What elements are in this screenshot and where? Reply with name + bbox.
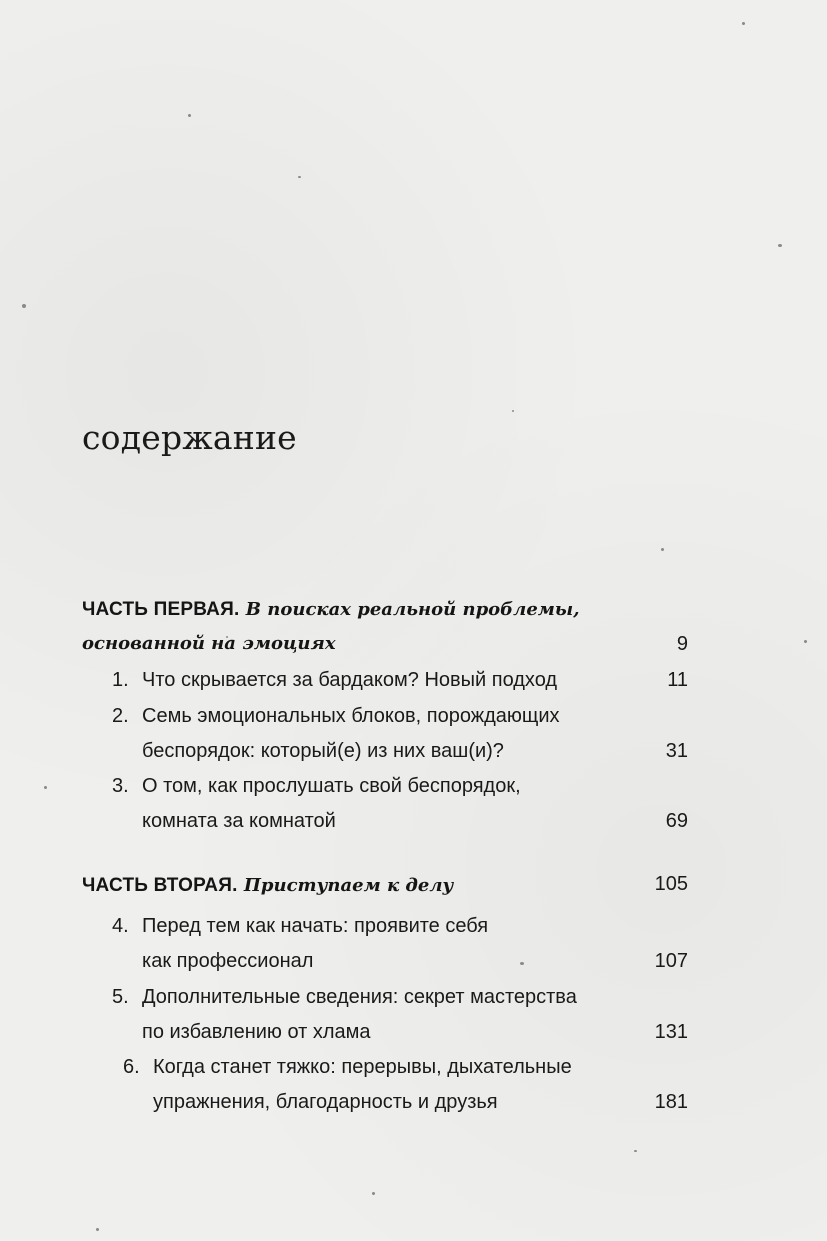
chapter-4-title-line2: как профессионал xyxy=(142,950,314,972)
chapter-2-title-line2: беспорядок: который(е) из них ваш(и)? xyxy=(142,740,504,762)
paper-speck xyxy=(44,786,47,789)
chapter-5-page: 131 xyxy=(654,1021,688,1043)
paper-speck xyxy=(298,176,301,178)
part-one-page: 9 xyxy=(676,633,688,655)
paper-speck xyxy=(804,640,807,643)
chapter-3-number: 3. xyxy=(112,775,129,797)
paper-speck xyxy=(188,114,191,117)
part-one-heading xyxy=(82,592,579,660)
paper-speck xyxy=(634,1150,637,1152)
chapter-3-title-line2: комната за комнатой xyxy=(142,810,336,832)
paper-speck xyxy=(661,548,664,551)
part-two-page: 105 xyxy=(654,873,688,895)
chapter-2-title-line1: Семь эмоциональных блоков, порождающих xyxy=(142,705,560,727)
chapter-1-page: 11 xyxy=(667,669,688,691)
paper-speck xyxy=(96,1228,99,1231)
part-two-heading xyxy=(82,868,453,902)
chapter-2-page: 31 xyxy=(665,740,688,762)
chapter-3-title-line1: О том, как прослушать свой беспорядок, xyxy=(142,775,521,797)
chapter-2-number: 2. xyxy=(112,705,129,727)
paper-speck xyxy=(520,962,524,965)
chapter-6-number: 6. xyxy=(123,1056,140,1078)
chapter-6-title-line2: упражнения, благодарность и друзья xyxy=(153,1091,498,1113)
part-one-subtitle-line2: основанной на эмоциях xyxy=(82,633,336,654)
paper-speck xyxy=(778,244,782,247)
chapter-4-title-line1: Перед тем как начать: проявите себя xyxy=(142,915,489,937)
chapter-1-number: 1. xyxy=(112,669,129,691)
chapter-5-title-line1: Дополнительные сведения: секрет мастерства xyxy=(142,986,577,1008)
paper-speck xyxy=(512,410,514,412)
chapter-5-number: 5. xyxy=(112,986,129,1008)
paper-speck xyxy=(22,304,26,308)
paper-speck xyxy=(372,1192,375,1195)
paper-speck xyxy=(742,22,745,25)
chapter-4-number: 4. xyxy=(112,915,129,937)
chapter-1-title-line1: Что скрывается за бардаком? Новый подход xyxy=(142,669,558,691)
chapter-6-title-line1: Когда станет тяжко: перерывы, дыхательные xyxy=(153,1056,572,1078)
part-one-subtitle-line1: В поисках реальной проблемы, xyxy=(245,599,580,620)
part-two-subtitle-line1: Приступаем к делу xyxy=(243,875,454,896)
chapter-6-page: 181 xyxy=(654,1091,688,1113)
part-one-label: ЧАСТЬ ПЕРВАЯ. xyxy=(82,599,240,620)
chapter-5-title-line2: по избавлению от хлама xyxy=(142,1021,371,1043)
chapter-4-page: 107 xyxy=(654,950,688,972)
toc-title: содержание xyxy=(82,418,297,457)
part-two-label: ЧАСТЬ ВТОРАЯ. xyxy=(82,875,238,896)
chapter-3-page: 69 xyxy=(665,810,688,832)
